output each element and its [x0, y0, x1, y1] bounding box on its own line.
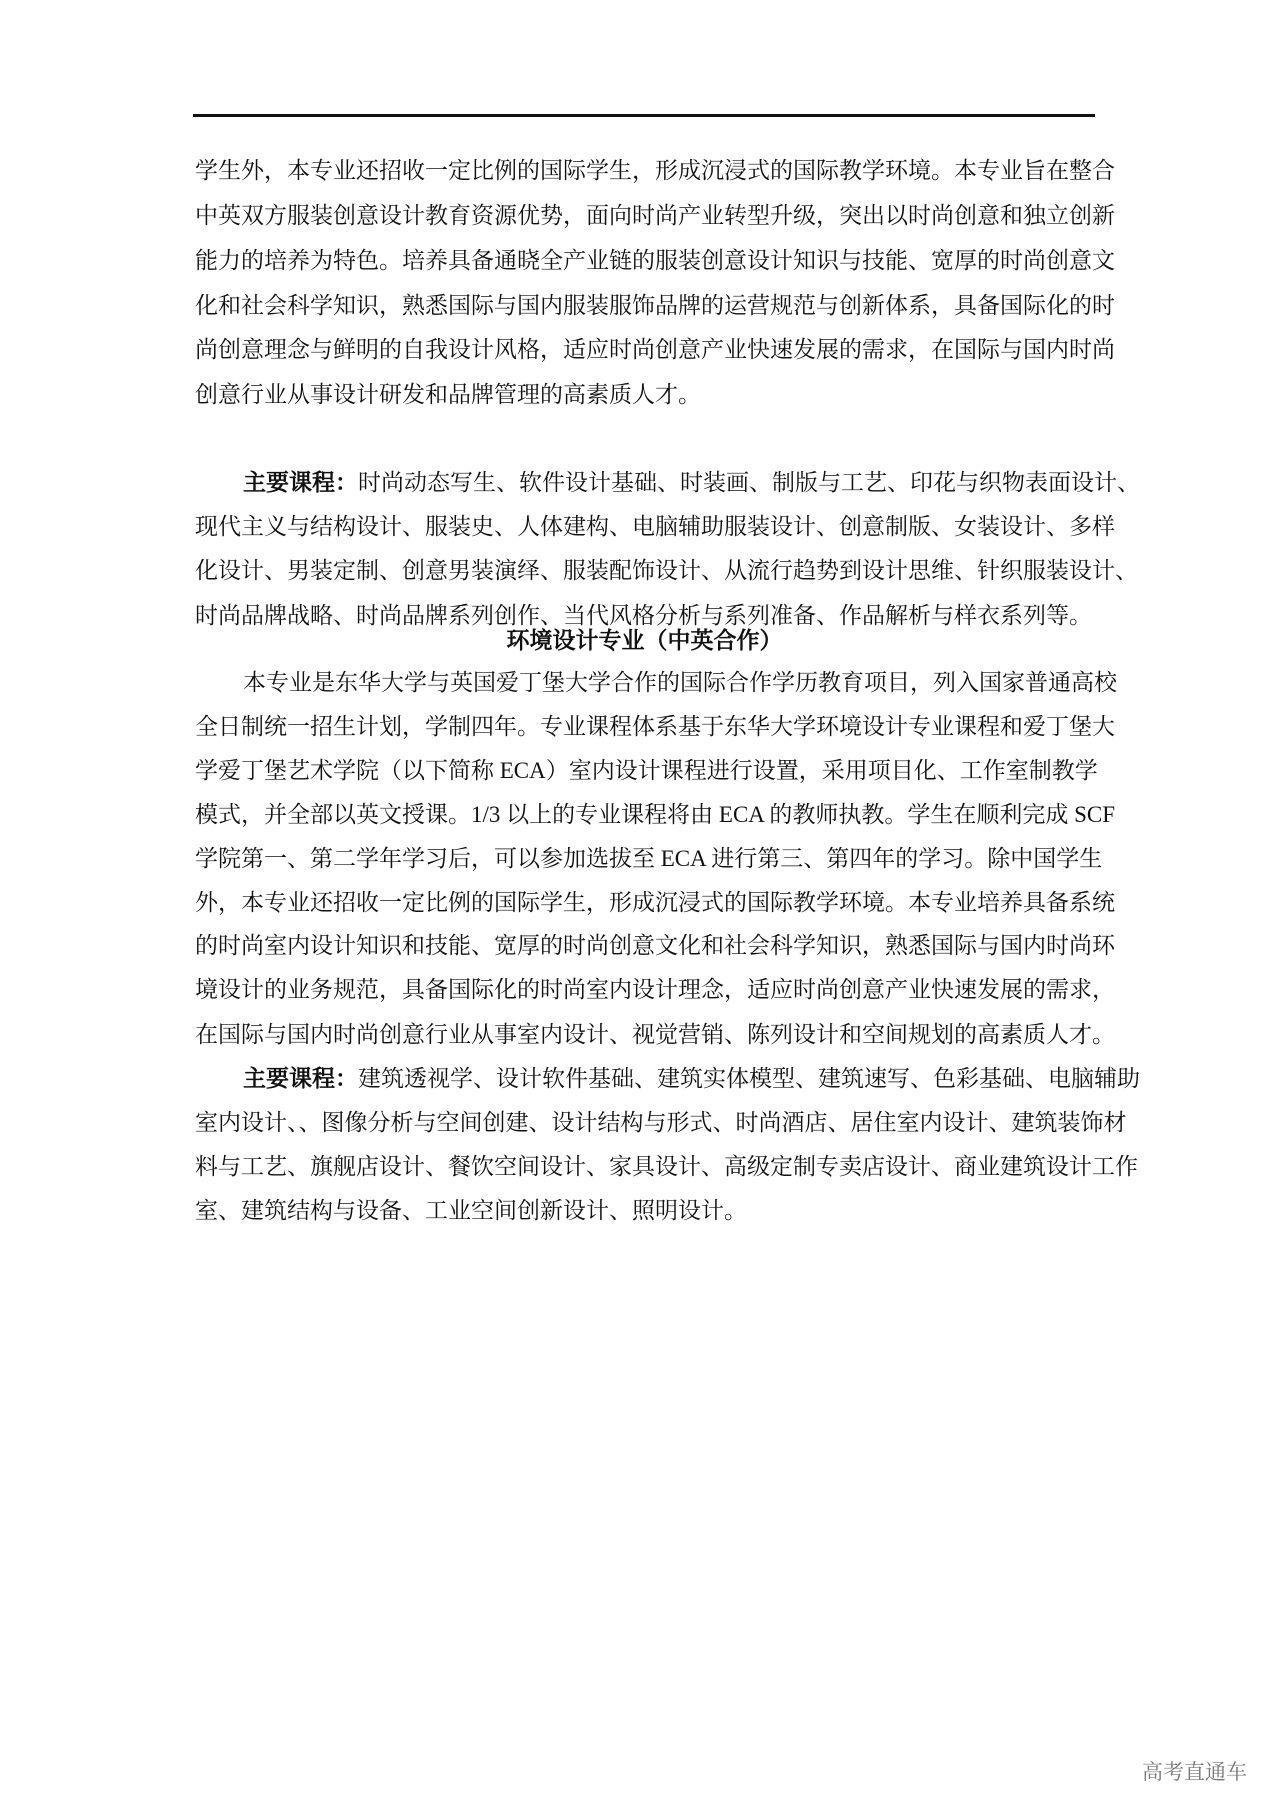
text-line: 化设计、男装定制、创意男装演绎、服装配饰设计、从流行趋势到设计思维、针织服装设计、 — [195, 558, 1138, 583]
text-line: 现代主义与结构设计、服装史、人体建构、电脑辅助服装设计、创意制版、女装设计、多样 — [195, 514, 1115, 539]
text-line: 学生外，本专业还招收一定比例的国际学生，形成沉浸式的国际教学环境。本专业旨在整合 — [195, 158, 1115, 183]
text-line: 在国际与国内时尚创意行业从事室内设计、视觉营销、陈列设计和空间规划的高素质人才。 — [195, 1022, 1115, 1047]
header-rule — [193, 114, 1095, 117]
text-line — [243, 1064, 1140, 1094]
text-line: 外，本专业还招收一定比例的国际学生，形成沉浸式的国际教学环境。本专业培养具备系统 — [195, 890, 1115, 915]
text-line: 室、建筑结构与设备、工业空间创新设计、照明设计。 — [195, 1198, 747, 1223]
text-line: 中英双方服装创意设计教育资源优势，面向时尚产业转型升级，突出以时尚创意和独立创新 — [195, 203, 1115, 228]
text-line: 境设计的业务规范，具备国际化的时尚室内设计理念，适应时尚创意产业快速发展的需求， — [195, 977, 1115, 1002]
text-line: 料与工艺、旗舰店设计、餐饮空间设计、家具设计、高级定制专卖店设计、商业建筑设计工作 — [195, 1154, 1138, 1179]
text-line: 创意行业从事设计研发和品牌管理的高素质人才。 — [195, 382, 701, 407]
text-line: 化和社会科学知识，熟悉国际与国内服装服饰品牌的运营规范与创新体系，具备国际化的时 — [195, 293, 1115, 318]
text-line: 室内设计、、图像分析与空间创建、设计结构与形式、时尚酒店、居住室内设计、建筑装饰材 — [195, 1110, 1127, 1135]
courses-label: 主要课程： — [243, 470, 358, 495]
courses-text: 时尚动态写生、软件设计基础、时装画、制版与工艺、印花与织物表面设计、 — [358, 470, 1140, 495]
courses-label: 主要课程： — [243, 1066, 358, 1091]
text-line: 能力的培养为特色。培养具备通晓全产业链的服装创意设计知识与技能、宽厚的时尚创意文 — [195, 248, 1115, 273]
courses-text: 建筑透视学、设计软件基础、建筑实体模型、建筑速写、色彩基础、电脑辅助 — [358, 1066, 1140, 1091]
text-line: 本专业是东华大学与英国爱丁堡大学合作的国际合作学历教育项目，列入国家普通高校 — [243, 670, 1117, 695]
watermark: 高考直通车 — [1142, 1760, 1247, 1784]
text-line: 的时尚室内设计知识和技能、宽厚的时尚创意文化和社会科学知识，熟悉国际与国内时尚环 — [195, 933, 1115, 958]
text-line — [243, 468, 1140, 498]
text-line: 模式，并全部以英文授课。1/3 以上的专业课程将由 ECA 的教师执教。学生在顺利完成 SCF — [195, 802, 1116, 827]
text-line: 时尚品牌战略、时尚品牌系列创作、当代风格分析与系列准备、作品解析与样衣系列等。 — [195, 603, 1092, 628]
text-line: 学爱丁堡艺术学院（以下简称 ECA）室内设计课程进行设置，采用项目化、工作室制教学 — [195, 758, 1098, 783]
text-line: 学院第一、第二学年学习后，可以参加选拔至 ECA 进行第三、第四年的学习。除中国学生 — [195, 846, 1103, 871]
text-line: 全日制统一招生计划，学制四年。专业课程体系基于东华大学环境设计专业课程和爱丁堡大 — [195, 714, 1115, 739]
text-line: 尚创意理念与鲜明的自我设计风格，适应时尚创意产业快速发展的需求，在国际与国内时尚 — [195, 337, 1115, 362]
section2-heading: 环境设计专业（中英合作） — [506, 628, 783, 653]
